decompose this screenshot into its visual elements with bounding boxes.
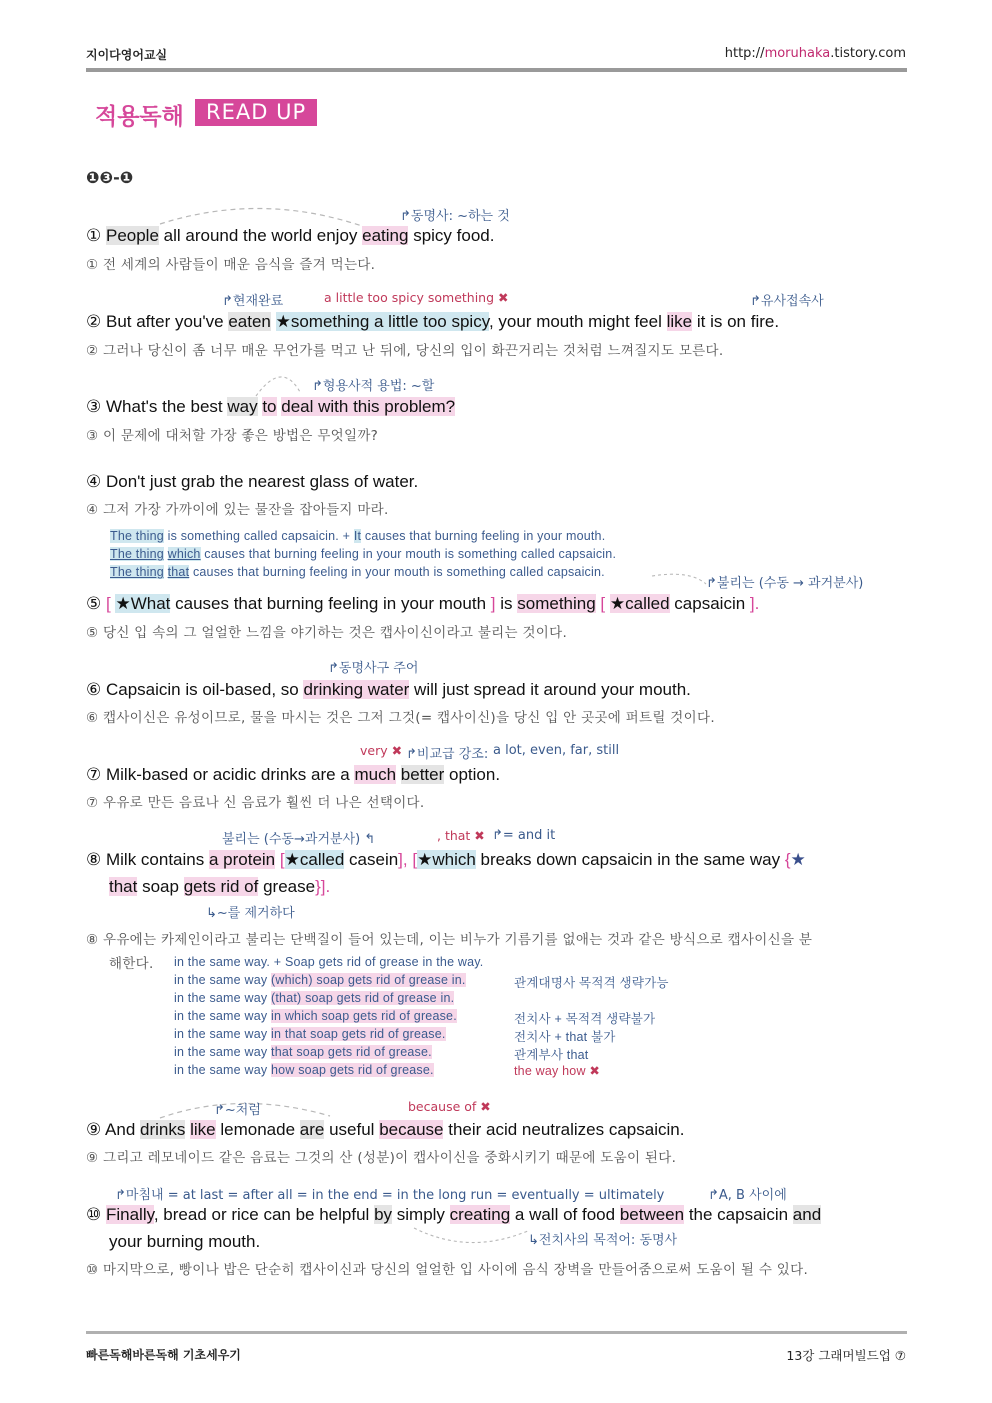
s8-table-row: in the same way in which soap gets rid of grease. <box>174 1009 457 1023</box>
footer-divider <box>86 1331 907 1334</box>
note-s1: ↱동명사: ~하는 것 <box>400 209 510 224</box>
title-korean: 적용독해 <box>95 104 184 130</box>
s8-table-row: in the same way. + Soap gets rid of grease in the way. <box>174 955 484 969</box>
sentence-3: ③ What's the best way to deal with this problem? <box>86 397 456 416</box>
note-s10-between: ↱A, B 사이에 <box>708 1188 787 1203</box>
header-url-link[interactable]: http://moruhaka.tistory.com <box>724 46 906 61</box>
note-s7-list: a lot, even, far, still <box>493 743 620 758</box>
translation-3: ③ 이 문제에 대처할 가장 좋은 방법은 무엇일까? <box>86 428 379 444</box>
s5-helper-line-1: The thing is something called capsaicin. + It causes that burning feeling in your mouth. <box>110 529 606 543</box>
note-s8-get-rid: ↳~를 제거하다 <box>206 906 295 921</box>
s8-table-note: 관계대명사 목적격 생략가능 <box>514 976 669 990</box>
s8-table-row: in the same way that soap gets rid of grease. <box>174 1045 432 1059</box>
translation-9: ⑨ 그리고 레모네이드 같은 음료는 그것의 산 (성분)이 캡사이신을 중화시키기 때문에 도움이 된다. <box>86 1150 677 1166</box>
note-s7-emphasis: ↱비교급 강조: <box>406 747 489 762</box>
sentence-7: ⑦ Milk-based or acidic drinks are a much better option. <box>86 765 501 784</box>
sentence-6: ⑥ Capsaicin is oil-based, so drinking water will just spread it around your mouth. <box>86 680 691 699</box>
note-s7-wrong: very ✖ <box>360 743 403 758</box>
note-s3: ↱형용사적 용법: ~할 <box>312 379 435 394</box>
note-s8-equiv: ↱= and it <box>492 828 556 843</box>
translation-10: ⑩ 마지막으로, 빵이나 밥은 단순히 캡사이신과 당신의 얼얼한 입 사이에 음식 장벽을 만들어줌으로써 도움이 될 수 있다. <box>86 1262 809 1278</box>
translation-7: ⑦ 우유로 만든 음료나 신 음료가 훨씬 더 나은 선택이다. <box>86 795 425 811</box>
sentence-2: ② But after you've eaten ★something a little too spicy, your mouth might feel like it is on fire. <box>86 312 780 331</box>
sentence-4: ④ Don't just grab the nearest glass of water. <box>86 472 419 491</box>
note-s10-gerund: ↳전치사의 목적어: 동명사 <box>528 1233 678 1248</box>
footer-book-title: 빠른독해바른독해 기초세우기 <box>86 1348 241 1362</box>
sentence-8-line-1: ⑧ Milk contains a protein [★called casein], [★which breaks down capsaicin in the same way {★ <box>86 850 806 869</box>
footer-chapter: 13강 그래머빌드업 ⑦ <box>786 1348 906 1363</box>
header-divider <box>86 68 907 72</box>
s8-table-note: the way how ✖ <box>514 1064 601 1078</box>
translation-8-line-1: ⑧ 우유에는 카제인이라고 불리는 단백질이 들어 있는데, 이는 비누가 기름기를 없애는 것과 같은 방식으로 캡사이신을 분 <box>86 932 813 948</box>
note-s2-wrong: a little too spicy something ✖ <box>324 290 509 305</box>
s8-table-note: 전치사 + that 불가 <box>514 1030 616 1044</box>
note-s6: ↱동명사구 주어 <box>328 661 419 676</box>
note-s8-passive: 불리는 (수동→과거분사) ↰ <box>222 832 376 847</box>
title-english-badge: READ UP <box>195 99 317 126</box>
translation-4: ④ 그저 가장 가까이에 있는 물잔을 잡아들지 마라. <box>86 502 389 518</box>
translation-5: ⑤ 당신 입 속의 그 얼얼한 느낌을 야기하는 것은 캡사이신이라고 불리는 것이다. <box>86 625 568 641</box>
sentence-10-line-1: ⑩ Finally, bread or rice can be helpful by simply creating a wall of food between the capsaicin and <box>86 1205 822 1224</box>
note-s8-wrong: , that ✖ <box>437 828 485 843</box>
s8-table-row: in the same way (which) soap gets rid of grease in. <box>174 973 466 987</box>
s8-table-row: in the same way how soap gets rid of grease. <box>174 1063 434 1077</box>
s8-table-row: in the same way in that soap gets rid of grease. <box>174 1027 446 1041</box>
note-s2-tense: ↱현재완료 <box>222 294 284 309</box>
sentence-1: ① People all around the world enjoy eating spicy food. <box>86 226 495 245</box>
note-s9-wrong: because of ✖ <box>408 1099 491 1114</box>
sentence-8-line-2: that soap gets rid of grease}]. <box>109 877 331 896</box>
sentence-5: ⑤ [ ★What causes that burning feeling in your mouth ] is something [ ★called capsaicin ]. <box>86 594 760 613</box>
note-s10-finally: ↱마침내 = at last = after all = in the end = in the long run = eventually = ultimately <box>115 1188 665 1203</box>
note-s5: ↱불리는 (수동 → 과거분사) <box>706 576 864 591</box>
sentence-10-line-2: your burning mouth. <box>109 1232 261 1251</box>
translation-8-line-2: 해한다. <box>109 956 154 972</box>
note-s2-conj: ↱유사접속사 <box>750 294 824 309</box>
translation-6: ⑥ 캡사이신은 유성이므로, 물을 마시는 것은 그저 그것(= 캡사이신)을 당신 입 안 곳곳에 퍼트릴 것이다. <box>86 710 715 726</box>
translation-1: ① 전 세계의 사람들이 매운 음식을 즐겨 먹는다. <box>86 257 376 273</box>
note-s9-like: ↱~처럼 <box>214 1103 261 1118</box>
s5-helper-line-3: The thing that causes that burning feeling in your mouth is something called capsaicin. <box>110 565 605 579</box>
translation-2: ② 그러나 당신이 좀 너무 매운 무언가를 먹고 난 뒤에, 당신의 입이 화끈거리는 것처럼 느껴질지도 모른다. <box>86 343 724 359</box>
s8-table-note: 전치사 + 목적격 생략불가 <box>514 1012 656 1026</box>
sentence-9: ⑨ And drinks like lemonade are useful because their acid neutralizes capsaicin. <box>86 1120 685 1139</box>
header-academy-name: 지이다영어교실 <box>86 48 168 62</box>
s5-helper-line-2: The thing which causes that burning feeling in your mouth is something called capsaicin. <box>110 547 617 561</box>
s8-table-row: in the same way (that) soap gets rid of grease in. <box>174 991 455 1005</box>
s8-table-note: 관계부사 that <box>514 1048 589 1062</box>
section-number: ❶❸-❶ <box>86 168 134 187</box>
